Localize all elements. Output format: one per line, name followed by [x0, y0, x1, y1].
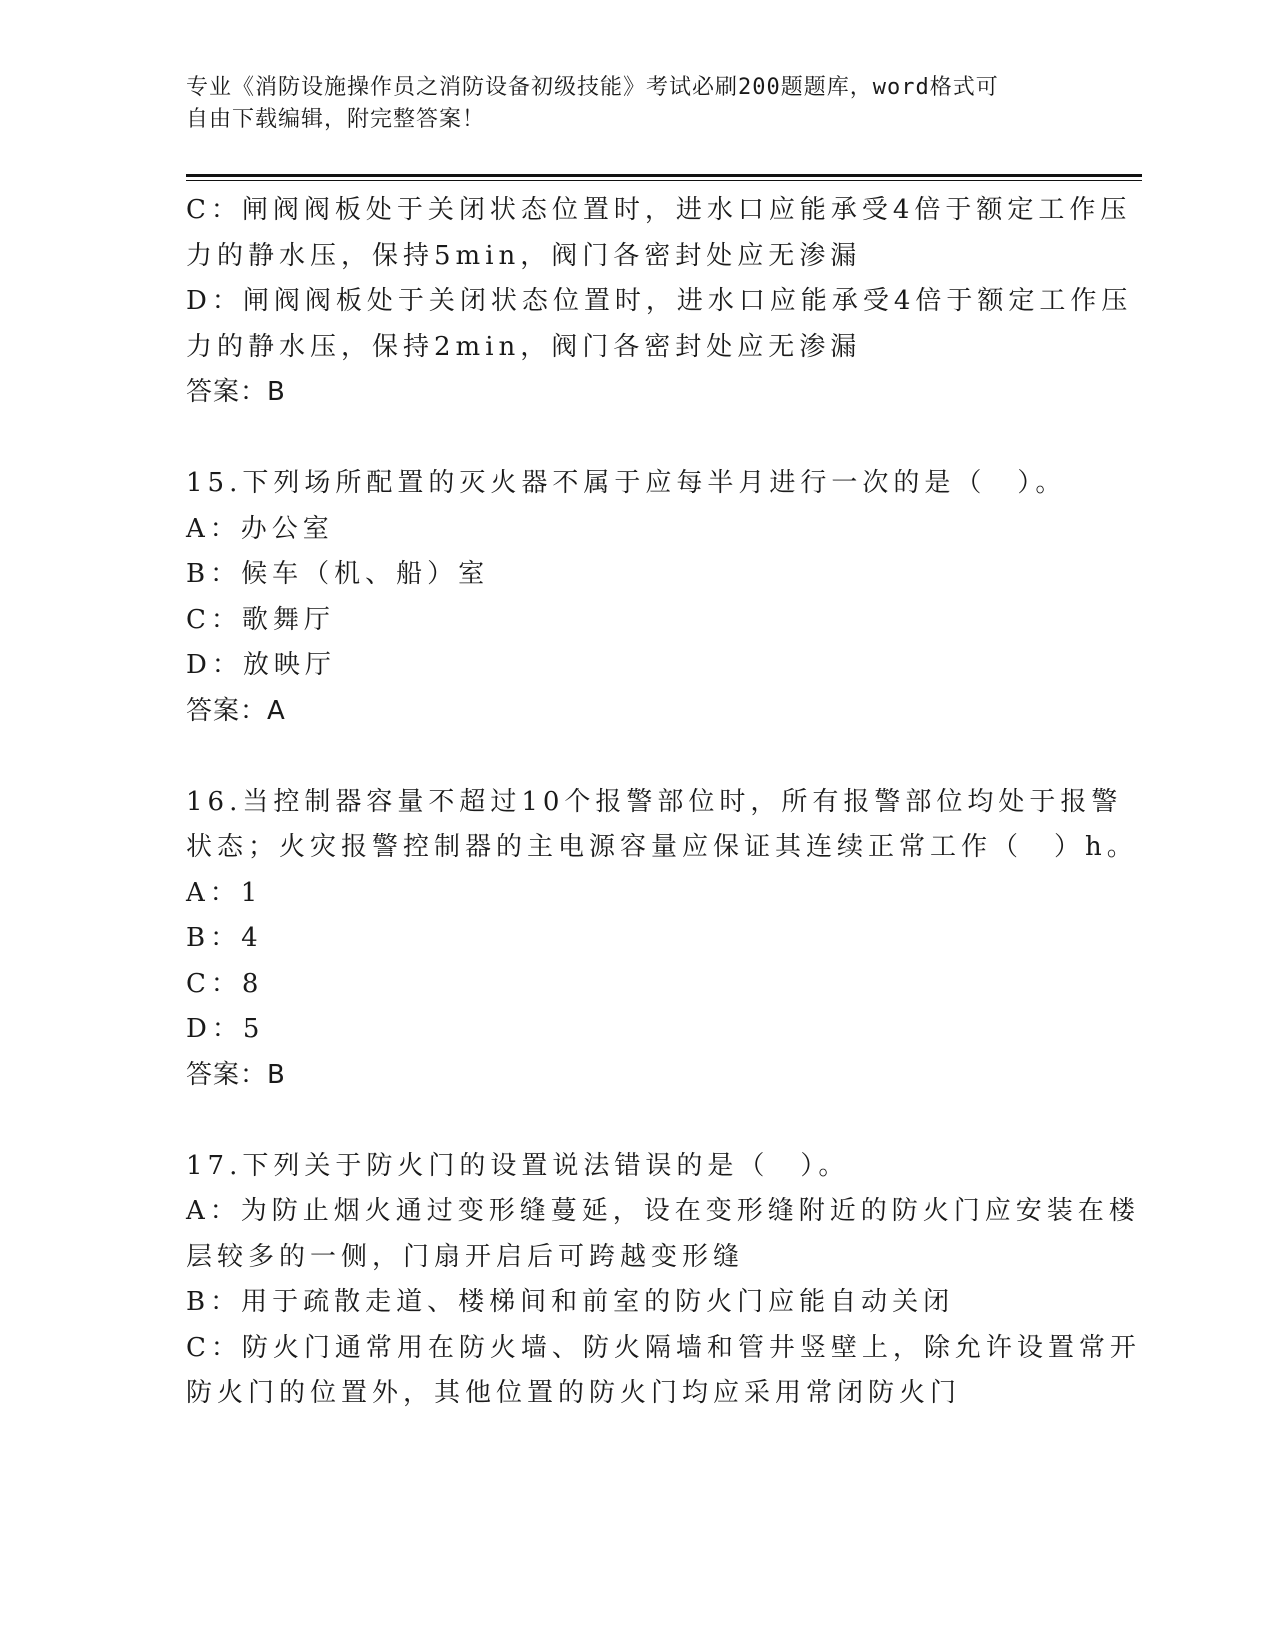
question-stem: 17.下列关于防火门的设置说法错误的是（ ）。 — [186, 1150, 850, 1181]
option-a: A：办公室 — [186, 513, 334, 544]
spacer — [186, 416, 1086, 462]
option-c-line-2: 力的静水压，保持5min，阀门各密封处应无渗漏 — [186, 240, 862, 271]
option-a: A：1 — [186, 877, 263, 908]
option-b: B：用于疏散走道、楼梯间和前室的防火门应能自动关闭 — [186, 1287, 955, 1317]
question-16 — [186, 780, 1138, 1099]
option-d: D：放映厅 — [186, 650, 336, 680]
question-15 — [186, 461, 1086, 734]
option-b: B：4 — [186, 923, 263, 953]
answer-text: 答案：A — [186, 695, 286, 726]
question-14-continued — [186, 188, 1133, 416]
spacer — [186, 1098, 1086, 1144]
option-c-line-2: 防火门的位置外，其他位置的防火门均应采用常闭防火门 — [186, 1378, 962, 1408]
page-header — [186, 72, 1066, 136]
option-c-line-1: C：闸阀阀板处于关闭状态位置时，进水口应能承受4倍于额定工作压 — [186, 195, 1132, 225]
answer-text: 答案：B — [186, 1059, 286, 1090]
option-c-line-1: C：防火门通常用在防火墙、防火隔墙和管井竖壁上，除允许设置常开 — [186, 1332, 1141, 1363]
answer-text: 答案：B — [186, 377, 286, 407]
spacer — [186, 734, 1086, 780]
question-stem: 15.下列场所配置的灭火器不属于应每半月进行一次的是（ ）。 — [186, 468, 1067, 498]
question-17 — [186, 1144, 1141, 1417]
option-b: B：候车（机、船）室 — [186, 559, 490, 589]
question-stem-line-1: 16.当控制器容量不超过10个报警部位时，所有报警部位均处于报警 — [186, 786, 1123, 817]
header-rule-thin — [186, 180, 1142, 181]
header-rule-thick — [186, 174, 1142, 177]
option-a-line-1: A：为防止烟火通过变形缝蔓延，设在变形缝附近的防火门应安装在楼 — [186, 1196, 1140, 1226]
question-content — [186, 188, 1141, 1417]
option-d: D：5 — [186, 1014, 265, 1044]
header-title-line-1: 专业《消防设施操作员之消防设备初级技能》考试必刷200题题库，word格式可 — [186, 75, 999, 100]
option-d-line-1: D：闸阀阀板处于关闭状态位置时，进水口应能承受4倍于额定工作压 — [186, 286, 1133, 316]
header-title-line-2: 自由下载编辑，附完整答案！ — [186, 107, 486, 132]
option-c: C：8 — [186, 968, 264, 999]
option-d-line-2: 力的静水压，保持2min，阀门各密封处应无渗漏 — [186, 331, 862, 362]
option-c: C：歌舞厅 — [186, 604, 335, 635]
question-stem-line-2: 状态；火灾报警控制器的主电源容量应保证其连续正常工作（ ）h。 — [186, 832, 1138, 862]
option-a-line-2: 层较多的一侧，门扇开启后可跨越变形缝 — [186, 1241, 745, 1272]
